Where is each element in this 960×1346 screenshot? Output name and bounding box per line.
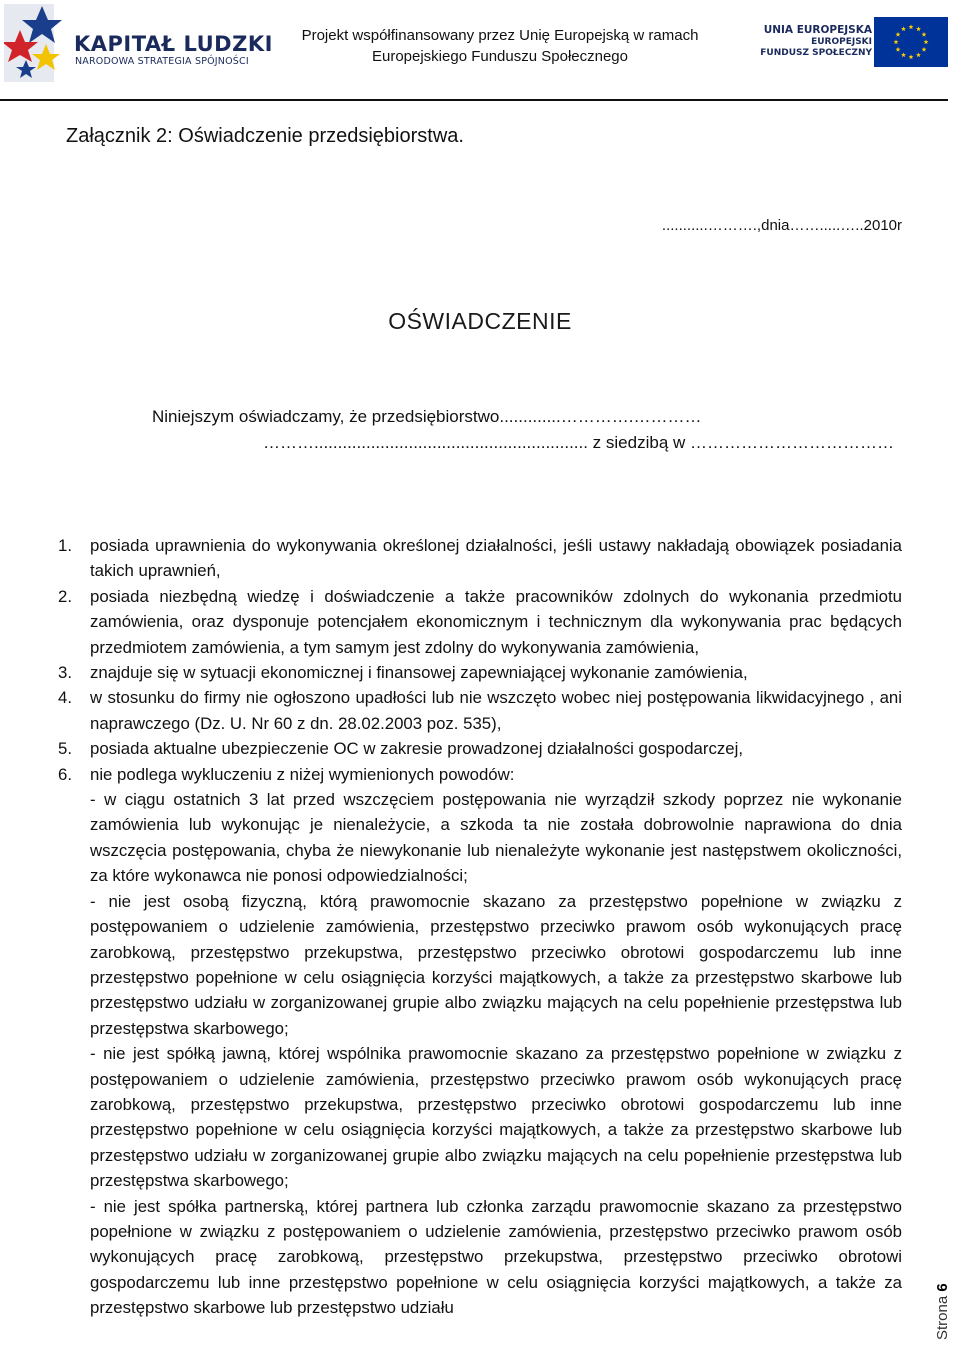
exclusion-reason: - nie jest osobą fizyczną, którą prawomocnie skazano za przestępstwo popełnione w związku z postępowaniem o udzielenie zamówienia, przestępstwo przeciwko prawom osób wykonujących pracę zarobkową, przestępstwo przekupstwa, przestępstwo przeciwko obrotowi gospodarczemu lub inne przestępstwo popełnione w celu osiągnięcia korzyści majątkowych, a także za przestępstwo skarbowe lub przestępstwo udziału w zorganizowanej grupie albo związku mających na celu popełnienie przestępstwa lub przestępstwa skarbowego; [90, 891, 902, 1038]
item-text: posiada uprawnienia do wykonywania określonej działalności, jeśli ustawy nakładają obowiązek posiadania takich uprawnień, [90, 536, 902, 581]
document-title: OŚWIADCZENIE [388, 308, 572, 334]
eu-logo-line-2: EUROPEJSKI [811, 37, 872, 47]
kapital-ludzki-logo [4, 4, 273, 84]
cofinancing-line-2: Europejskiego Funduszu Społecznego [371, 48, 628, 65]
page-number-label [934, 1283, 951, 1340]
declaration-item [58, 660, 902, 685]
item-text: posiada aktualne ubezpieczenie OC w zakresie prowadzonej działalności gospodarczej, [90, 739, 743, 759]
eu-logo-line-1: UNIA EUROPEJSKA [763, 24, 872, 36]
item-number: 5. [58, 739, 72, 759]
eu-logo-line-3: FUNDUSZ SPOŁECZNY [760, 48, 872, 58]
item-number: 3. [58, 663, 72, 683]
item-number: 1. [58, 536, 72, 555]
item-number: 6. [58, 764, 72, 784]
annex-title: Załącznik 2: Oświadczenie przedsiębiorstwa. [66, 125, 464, 147]
declaration-item [58, 685, 902, 736]
item-text: znajduje się w sytuacji ekonomicznej i finansowej zapewniającej wykonanie zamówienia, [90, 663, 748, 683]
cofinancing-note [290, 25, 710, 67]
kapital-ludzki-title: KAPITAŁ LUDZKI [74, 32, 273, 56]
item-text: w stosunku do firmy nie ogłoszono upadłości lub nie wszczęto wobec niej postępowania likwidacyjnego , ani naprawczego (Dz. U. Nr 60 z dn. 28.02.2003 poz. 535), [90, 688, 902, 733]
declaration-item [58, 736, 902, 761]
item-number: 2. [58, 586, 72, 606]
exclusion-reason: - w ciągu ostatnich 3 lat przed wszczęciem postępowania nie wyrządził szkody poprzez nie wykonanie zamówienia lub wykonując je nienależycie, a szkoda ta nie została dobrowolnie naprawiona do dnia wszczęcia postępowania, chyba że niewykonanie lub nienależyte wykonanie jest następstwem okoliczności, za które wykonawca nie ponosi odpowiedzialności; [90, 790, 902, 886]
page-label-text: Strona [934, 1295, 951, 1340]
kapital-ludzki-subtitle: NARODOWA STRATEGIA SPÓJNOŚCI [75, 56, 249, 67]
intro-line-2: ……….......................................................... z siedzibą w ……………………………… [263, 433, 894, 452]
eu-flag-icon [874, 17, 948, 67]
declaration-list [58, 533, 902, 1321]
declaration-item [58, 762, 902, 787]
intro-line-1: Niniejszym oświadczamy, że przedsiębiorstwo.............………….………… [152, 407, 702, 426]
item-number: 4. [58, 688, 72, 708]
cofinancing-line-1: Projekt współfinansowany przez Unię Europejską w ramach [301, 27, 699, 44]
exclusion-reason: - nie jest spółką jawną, której wspólnika prawomocnie skazano za przestępstwo popełnione w związku z postępowaniem o udzielenie zamówienia, przestępstwo przeciwko prawom osób wykonujących pracę zarobkową, przestępstwo przekupstwa, przestępstwo przeciwko obrotowi gospodarczemu lub inne przestępstwo popełnione w celu osiągnięcia korzyści majątkowych, a także za przestępstwo skarbowe lub przestępstwo udziału w zorganizowanej grupie albo związku mających na celu popełnienie przestępstwa lub przestępstwa skarbowego; [90, 1044, 902, 1191]
eu-logo-text [750, 24, 872, 59]
exclusion-reason: - nie jest spółka partnerską, której partnera lub członka zarządu prawomocnie skazano za przestępstwo popełnione w związku z postępowaniem o udzielenie zamówienia, przestępstwo przeciwko prawom osób wykonujących pracę zarobkową, przestępstwo przekupstwa, przestępstwo przeciwko obrotowi gospodarczemu lub inne przestępstwo popełnione w celu osiągnięcia korzyści majątkowych, a także za przestępstwo skarbowe lub przestępstwo udziału [90, 1196, 902, 1318]
item-text: posiada niezbędną wiedzę i doświadczenie a także pracowników zdolnych do wykonania przedmiotu zamówienia, oraz dysponuje potencjałem ekonomicznym i technicznym dla wykonywania prac będących przedmiotem zamówienia, a tym samym jest zdolny do wykonywania zamówienia, [90, 586, 902, 657]
kapital-ludzki-emblem-icon [4, 4, 68, 84]
item-text: nie podlega wykluczeniu z niżej wymienionych powodów: [90, 764, 515, 784]
declaration-item [58, 533, 902, 584]
page-number: 6 [934, 1283, 951, 1292]
date-line: ...........……….,dnia…….....…..2010r [661, 217, 902, 234]
header-divider [0, 99, 948, 101]
declaration-item [58, 584, 902, 660]
page-header [0, 0, 960, 100]
